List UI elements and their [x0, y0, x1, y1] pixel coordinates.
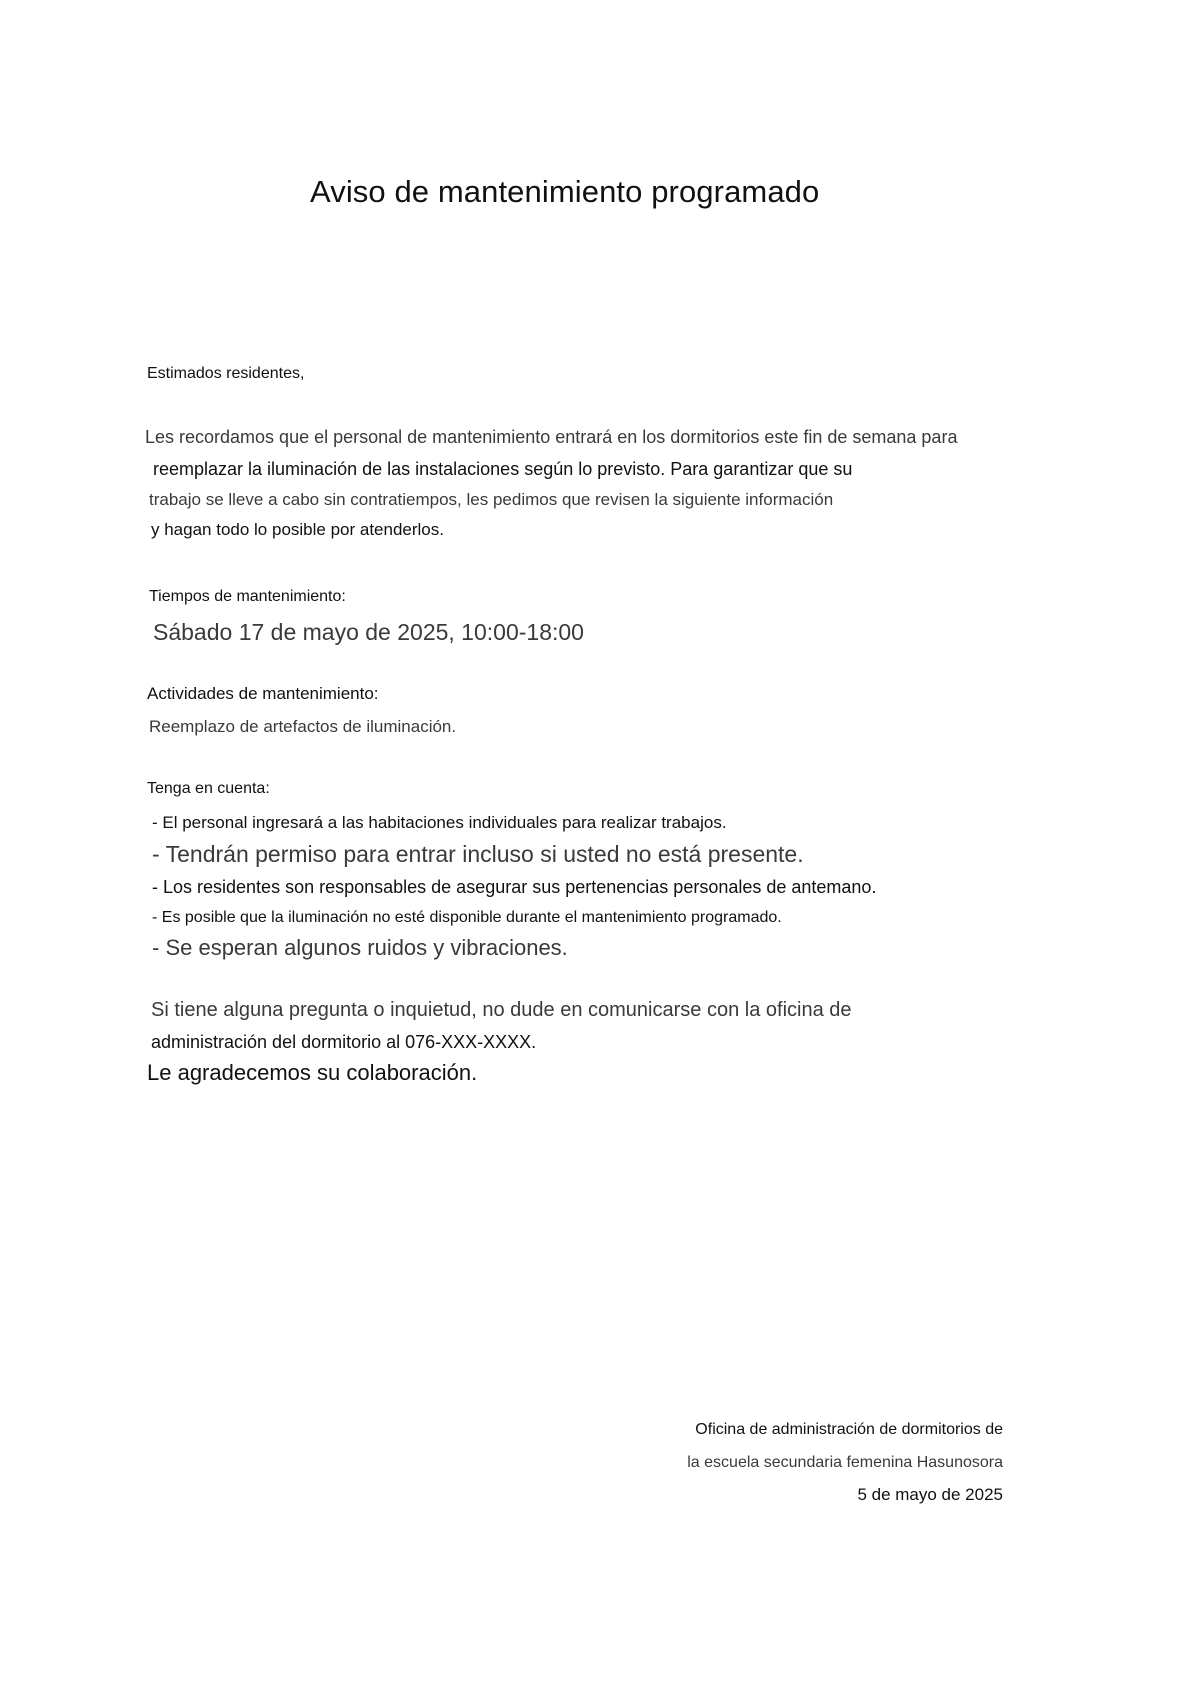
intro-line-1: Les recordamos que el personal de mantenimiento entrará en los dormitorios este fin de semana para	[145, 427, 958, 447]
contact-line-2: administración del dormitorio al 076-XXX-XXXX.	[151, 1032, 537, 1052]
signature-school: la escuela secundaria femenina Hasunosora	[687, 1454, 1003, 1471]
activities-heading: Actividades de mantenimiento:	[147, 684, 379, 703]
closing: Le agradecemos su colaboración.	[147, 1060, 478, 1085]
intro-line-4: y hagan todo lo posible por atenderlos.	[151, 520, 444, 539]
intro-line-2: reemplazar la iluminación de las instalaciones según lo previsto. Para garantizar que su	[153, 459, 853, 479]
intro-line-3: trabajo se lleve a cabo sin contratiempos, les pedimos que revisen la siguiente información	[149, 490, 834, 509]
page-title: Aviso de mantenimiento programado	[310, 174, 820, 209]
schedule-value: Sábado 17 de mayo de 2025, 10:00-18:00	[153, 619, 584, 645]
notes-heading: Tenga en cuenta:	[147, 780, 270, 797]
activities-value: Reemplazo de artefactos de iluminación.	[149, 717, 457, 736]
greeting: Estimados residentes,	[147, 365, 305, 382]
note-item: - Tendrán permiso para entrar incluso si usted no está presente.	[152, 841, 804, 867]
note-item: - Se esperan algunos ruidos y vibraciones.	[152, 935, 568, 960]
schedule-heading: Tiempos de mantenimiento:	[149, 588, 346, 605]
note-item: - Los residentes son responsables de asegurar sus pertenencias personales de antemano.	[152, 877, 877, 897]
signature-office: Oficina de administración de dormitorios de	[695, 1421, 1003, 1438]
note-item: - El personal ingresará a las habitaciones individuales para realizar trabajos.	[152, 813, 727, 832]
note-item: - Es posible que la iluminación no esté disponible durante el mantenimiento programado.	[152, 909, 782, 926]
signature-date: 5 de mayo de 2025	[857, 1485, 1003, 1504]
contact-line-1: Si tiene alguna pregunta o inquietud, no dude en comunicarse con la oficina de	[151, 999, 852, 1021]
